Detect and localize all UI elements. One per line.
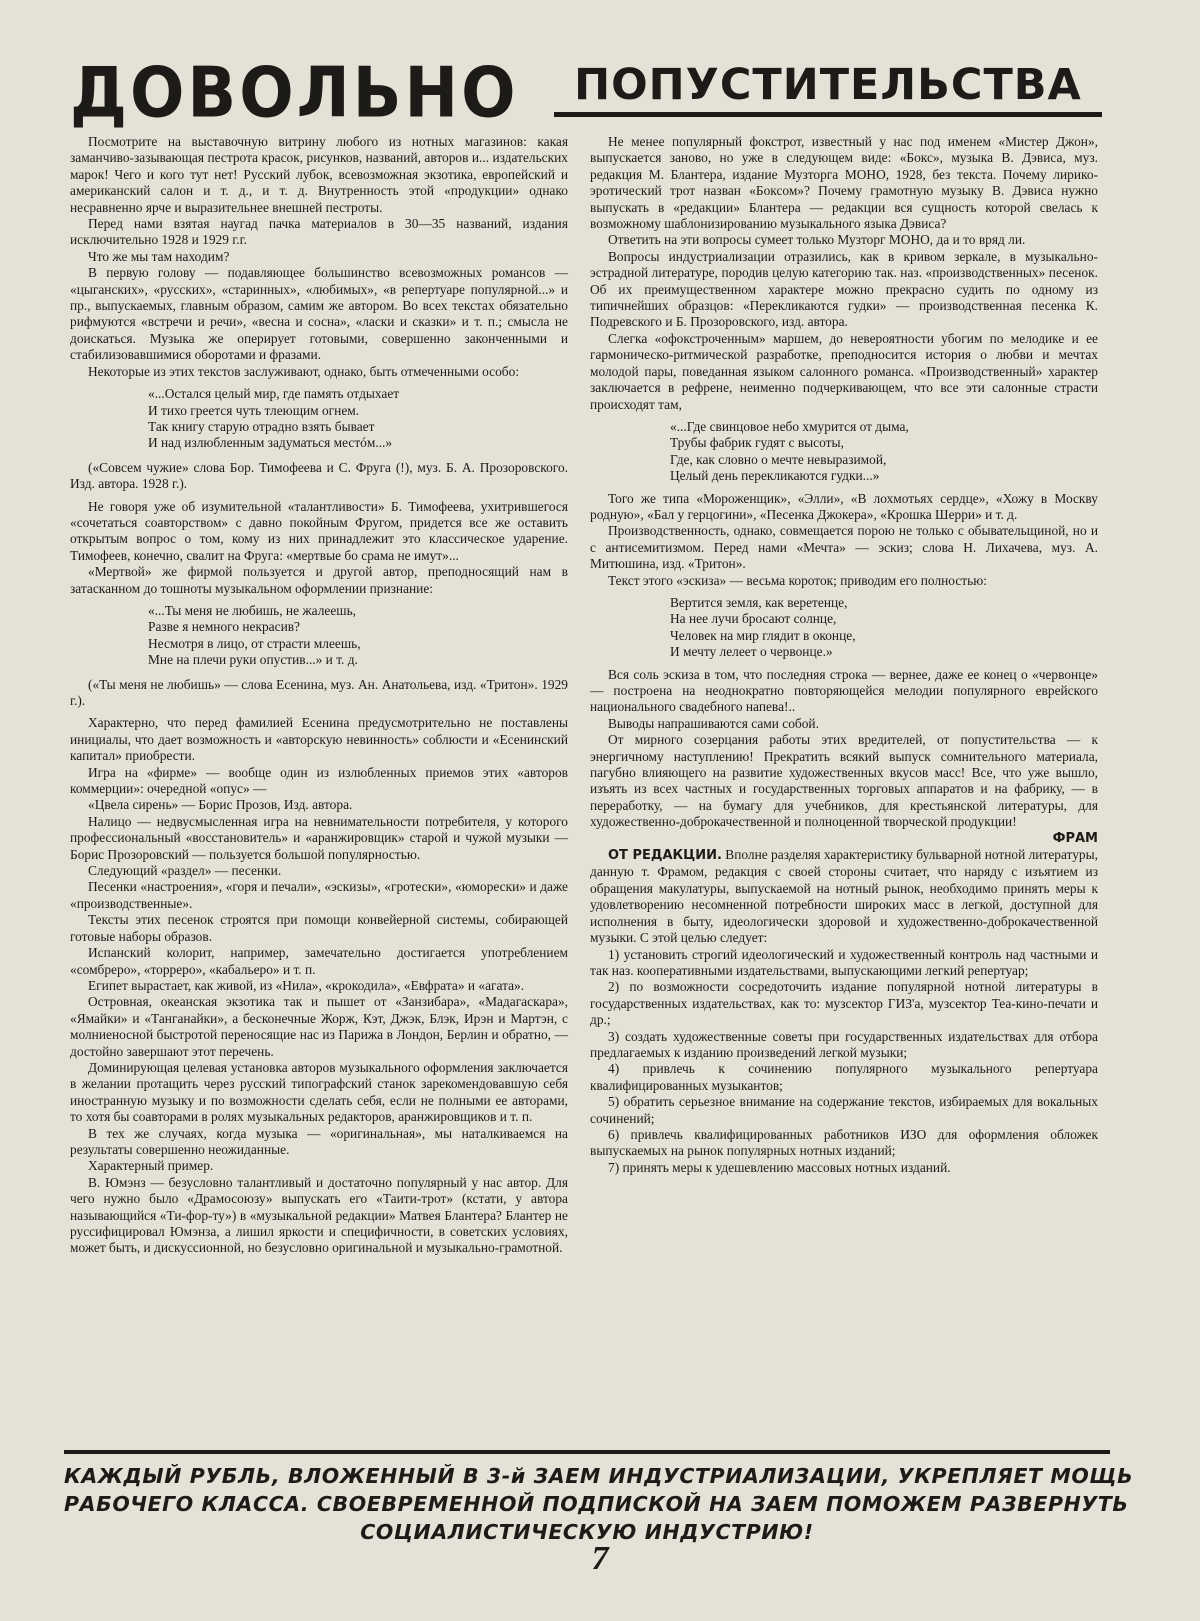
list-item: 4) привлечь к сочинению популярного музыкального репертуара квалифицированных музыкантов; xyxy=(590,1061,1098,1093)
verse-line: Трубы фабрик гудят с высоты, xyxy=(670,435,844,451)
paragraph: В. Юмэнз — безусловно талантливый и достаточно популярный у нас автор. Для чего нужно было «Драмосоюзу» выпускать его «Таити-трот» (кстати, у автора называющийся «Ти-фор-ту») в «музыкальной редакции» Матвея Блантера? Блантер не руссифицировал Юмэнза, а лишил яркости и специфичности, в советских условиях, может быть, и дискуссионной, но безусловно оригинальной и музыкально-грамотной. xyxy=(70,1174,568,1256)
quoted-verse xyxy=(148,603,568,669)
paragraph: Следующий «раздел» — песенки. xyxy=(88,863,282,879)
paragraph: «Мертвой» же фирмой пользуется и другой автор, преподносящий нам в затасканном до тошноты музыкальном оформлении признание: xyxy=(70,564,568,596)
paragraph: Египет вырастает, как живой, из «Нила», «крокодила», «Евфрата» и «агата». xyxy=(88,977,525,993)
verse-line: Разве я немного некрасив? xyxy=(148,619,300,635)
list-item: 7) принять меры к удешевлению массовых нотных изданий. xyxy=(608,1159,951,1175)
verse-line: «...Остался целый мир, где память отдыхает xyxy=(148,386,400,402)
source-citation: («Совсем чужие» слова Бор. Тимофеева и С. Фруга (!), муз. Б. А. Прозоровского. Изд. автора. 1928 г.). xyxy=(70,459,568,492)
paragraph: От мирного созерцания работы этих вредителей, от попустительства — к энергичному наступлению! Прекратить всякий выпуск сомнительного материала, пагубно влияющего на развитие художественных вкусов масс! Все, что уже вышло, изъять из всех частных и государственных торговых аппаратов и на фабрику, — в переработку, — на бумагу для учебников, для крестьянской литературы, для художественно-доброкачественной и полноценной творческой продукции! xyxy=(590,732,1098,830)
slogan-line: РАБОЧЕГО КЛАССА. СВОЕВРЕМЕННОЙ ПОДПИСКОЙ НА ЗАЕМ ПОМОЖЕМ РАЗВЕРНУТЬ xyxy=(64,1492,1129,1516)
paragraph: Песенки «настроения», «горя и печали», «эскизы», «гротески», «юморески» и даже «производственные». xyxy=(70,879,568,911)
verse-line: И над излюбленным задуматься местóм...» xyxy=(148,435,393,451)
paragraph: В тех же случаях, когда музыка — «оригинальная», мы наталкиваемся на результаты совершенно неожиданные. xyxy=(70,1125,568,1157)
paragraph: В первую голову — подавляющее большинство всевозможных романсов — «цыганских», «русских», «старинных», «любимых», «в репертуаре популярной...» и пр., выпускаемых, главным образом, самим же автором. Во всех текстах обязательно рифмуются «встречи и речи», «весна и сосна», «ласки и сказки» и т. п.; смысла не доискаться. Музыка же оперирует готовыми, совершенно законченными и стабилизовавшимися оборотами и фразами. xyxy=(70,265,568,363)
verse-line: Вертится земля, как веретенце, xyxy=(670,594,848,610)
paragraph: Посмотрите на выставочную витрину любого из нотных магазинов: какая заманчиво-зазывающая пестрота красок, рисунков, названий, авторов и... издательских марок! Чего и кого тут нет! Русский лубок, всевозможная экзотика, европейский и американский салон и т. д., и т. д. Внутренность этой «продукции» однако несравненно ярче и выразительнее внешней пестроты. xyxy=(70,134,568,215)
article-headline xyxy=(66,50,1106,134)
author-signature: ФРАМ xyxy=(1052,830,1098,846)
paragraph: Не говоря уже об изумительной «талантливости» Б. Тимофеева, ухитрившегося «сочетаться соавторством» с давно покойным Фругом, придется все же оставить открытым вопрос о том, кому из них принадлежит это классическое ударение. Тимофеев, конечно, свалит на Фруга: «мертвые бо срама не имут»... xyxy=(70,498,568,563)
editorial-list xyxy=(590,947,1098,1177)
verse-line: Так книгу старую отрадно взять бывает xyxy=(148,418,375,434)
paragraph: Слегка «офокстроченным» маршем, до невероятности убогим по мелодике и ее гармоническо-ритмической разработке, преподносится история о любви и мечтах молодой пары, поведанная языком салонного романса. «Производственный» характер заключается в рефрене, неименно подчеркивающем, что все эти салонные страсти происходят там, xyxy=(590,330,1098,412)
editorial-heading: ОТ РЕДАКЦИИ. xyxy=(608,848,722,864)
editorial-text: Вполне разделяя характеристику бульварной нотной литературы, данную т. Фрамом, редакция с своей стороны считает, что наряду с изъятием из обращения макулатуры, выпускаемой на нотный рынок, необходимо принять меры к удовлетворению несомненной потребности широких масс в легкой, доступной для исполнения в быту, идеологически здоровой и художественно-доброкачественной музыки. С этой целью следует: xyxy=(590,847,1098,946)
verse-line: И мечту лелеет о червонце.» xyxy=(670,644,833,660)
paragraph: Вся соль эскиза в том, что последняя строка — вернее, даже ее конец о «червонце» — построена на неоднократно повторяющейся мелодии популярного еврейского национального свадебного напева!.. xyxy=(590,666,1098,715)
paragraph: Выводы напрашиваются сами собой. xyxy=(608,715,819,731)
paragraph: Перед нами взятая наугад пачка материалов в 30—35 названий, издания исключительно 1928 и 1929 г.г. xyxy=(70,216,568,248)
paragraph: Не менее популярный фокстрот, известный у нас под именем «Мистер Джон», выпускается заново, но уже в следующем виде: «Бокс», музыка В. Дэвиса, муз. редакция М. Блантера, издание Музторга МОНО, 1928, без текста. Почему лирико-эротический трот назван «Боксом»? Почему грамотную музыку В. Дэвиса нужно выпускать в «редакции» Блантера — редакции вся сущность которой свелась к возможному шаблонизированию музыкального языка Дэвиса? xyxy=(590,134,1098,232)
paragraph: Налицо — недвусмысленная игра на невнимательности потребителя, у которого профессиональный «восстановитель» и «аранжировщик» старой и чужой музыки — Борис Прозоровский — пользуется большой популярностью. xyxy=(70,813,568,862)
list-item: 3) создать художественные советы при государственных издательствах для отбора предлагаемых к изданию произведений легкой музыки; xyxy=(590,1028,1098,1060)
verse-line: Человек на мир глядит в оконце, xyxy=(670,627,856,643)
left-column xyxy=(70,134,568,1257)
editorial-note xyxy=(590,847,1098,946)
verse-line: И тихо греется чуть тлеющим огнем. xyxy=(148,402,360,418)
paragraph: Тексты этих песенок строятся при помощи конвейерной системы, собирающей готовые наборы образов. xyxy=(70,912,568,944)
quoted-verse xyxy=(148,386,568,452)
paragraph: Островная, океанская экзотика так и пышет от «Занзибара», «Мадагаскара», «Ямайки» и «Танганайки», а бесконечные Жорж, Кэт, Джэк, Блэк, Ирэн и Мартэн, с молниеносной быстротой переносящие нас из Парижа в Лондон, Берлин и обратно, — достойно завершают этот перечень. xyxy=(70,994,568,1059)
verse-line: Целый день перекликаются гудки...» xyxy=(670,468,880,484)
paragraph: Что же мы там находим? xyxy=(88,248,230,264)
loan-slogan xyxy=(64,1450,1134,1546)
list-item: 1) установить строгий идеологический и художественный контроль над частными и так наз. кооперативными издательствами, выпускающими легкий репертуар; xyxy=(590,946,1098,978)
paragraph: Доминирующая целевая установка авторов музыкального оформления заключается в желании протащить через русский типографский станок зарекомендовавшую себя иностранную музыку и по возможности сделать себя, если не полными ее авторами, то хотя бы соавторами в ролях музыкальных редакторов, аранжировщиков и т. п. xyxy=(70,1059,568,1125)
list-item: 6) привлечь квалифицированных работников ИЗО для оформления обложек выпускаемых на рынок популярных нотных изданий; xyxy=(590,1126,1098,1159)
quoted-verse xyxy=(670,419,1098,485)
paragraph: Характерно, что перед фамилией Есенина предусмотрительно не поставлены инициалы, что дает возможность и «авторскую невинность» соблюсти и «Есенинский капитал» приобрести. xyxy=(70,715,568,764)
list-item: 5) обратить серьезное внимание на содержание текстов, избираемых для вокальных сочинений; xyxy=(590,1094,1098,1126)
verse-line: «...Ты меня не любишь, не жалеешь, xyxy=(148,602,357,618)
paragraph: Ответить на эти вопросы сумеет только Музторг МОНО, да и то вряд ли. xyxy=(608,232,1026,248)
slogan-line: КАЖДЫЙ РУБЛЬ, ВЛОЖЕННЫЙ В 3-й ЗАЕМ ИНДУСТРИАЛИЗАЦИИ, УКРЕПЛЯЕТ МОЩЬ xyxy=(64,1464,1134,1488)
paragraph: Характерный пример. xyxy=(88,1158,214,1174)
verse-line: Где, как словно о мечте невыразимой, xyxy=(670,451,887,467)
headline-word-1: ДОВОЛЬНО xyxy=(70,53,519,134)
list-item: 2) по возможности сосредоточить издание популярной нотной литературы в государственных издательствах, как то: музсектор ГИЗ'а, музсектор Теа-кино-печати и др.; xyxy=(590,979,1098,1028)
verse-line: На нее лучи бросают солнце, xyxy=(670,611,837,627)
source-citation: («Ты меня не любишь» — слова Есенина, муз. Ан. Анатольева, изд. «Тритон». 1929 г.). xyxy=(70,676,568,708)
paragraph: Некоторые из этих текстов заслуживают, однако, быть отмеченными особо: xyxy=(88,363,520,379)
paragraph: Производственность, однако, совмещается порою не только с обывательщиной, но и с антисемитизмом. Перед нами «Мечта» — эскиз; слова Н. Лихачева, муз. А. Митюшина, изд. «Тритон». xyxy=(590,523,1098,572)
verse-line: Несмотря в лицо, от страсти млеешь, xyxy=(148,635,361,651)
paragraph: Вопросы индустриализации отразились, как в кривом зеркале, в музыкально-эстрадной литературе, породив целую категорию так. наз. «производственных» песенок. Об их преимущественном характере можно прекрасно судить по одному из типичнейших образцов: «Перекликаются гудки» — производственная песенка К. Подревского и Б. Прозоровского, изд. автора. xyxy=(590,248,1098,330)
paragraph: Текст этого «эскиза» — весьма короток; приводим его полностью: xyxy=(608,572,987,588)
verse-line: Мне на плечи руки опустив...» и т. д. xyxy=(148,652,358,668)
slogan-line: СОЦИАЛИСТИЧЕСКУЮ ИНДУСТРИЮ! xyxy=(360,1520,814,1544)
quoted-verse xyxy=(670,595,1098,661)
right-column xyxy=(590,134,1098,1176)
headline-word-2: ПОПУСТИТЕЛЬСТВА xyxy=(554,60,1102,117)
paragraph: Испанский колорит, например, замечательно достигается употреблением «сомбреро», «торреро», «кабальеро» и т. п. xyxy=(70,945,568,977)
verse-line: «...Где свинцовое небо хмурится от дыма, xyxy=(670,418,909,434)
page-number: 7 xyxy=(591,1540,609,1577)
paragraph: Игра на «фирме» — вообще один из излюбленных приемов этих «авторов коммерции»: очередной «опус» — xyxy=(70,764,568,797)
paragraph: Того же типа «Мороженщик», «Элли», «В лохмотьях сердце», «Хожу в Москву родную», «Бал у герцогини», «Песенка Джокера», «Крошка Шерри» и т. д. xyxy=(590,490,1098,522)
paragraph: «Цвела сирень» — Борис Прозов, Изд. автора. xyxy=(88,797,353,813)
